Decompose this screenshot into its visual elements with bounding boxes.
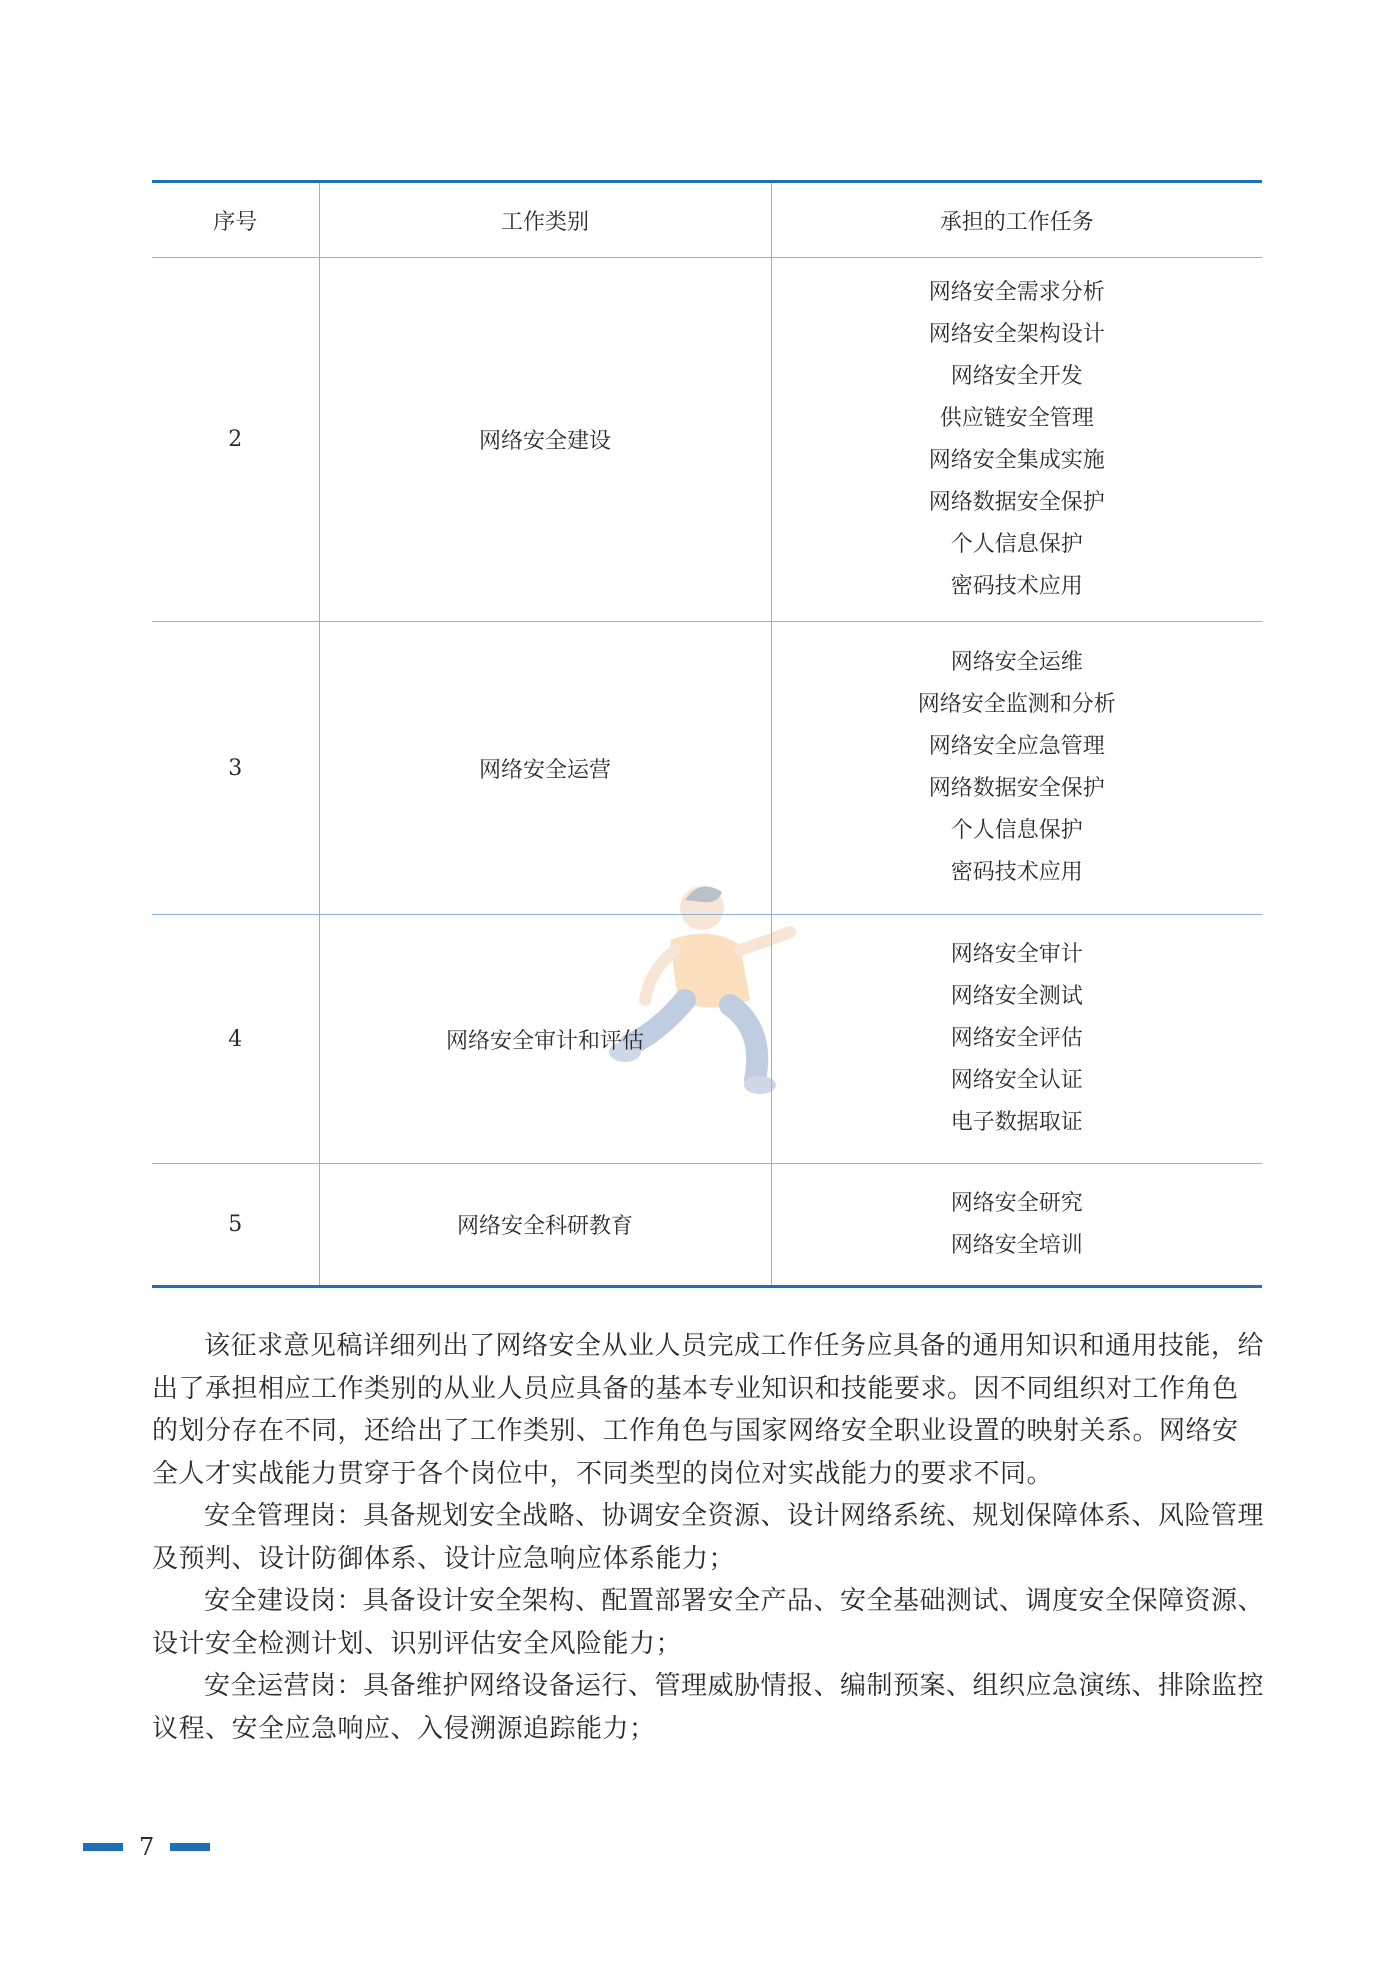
task-item: 网络安全架构设计 bbox=[928, 321, 1105, 347]
header-work-category: 工作类别 bbox=[319, 182, 771, 258]
cell-work-tasks bbox=[771, 1164, 1262, 1287]
cell-work-category: 网络安全科研教育 bbox=[319, 1164, 771, 1287]
footer-bar-left bbox=[83, 1843, 123, 1851]
table-row bbox=[152, 622, 1262, 915]
table-row bbox=[152, 915, 1262, 1164]
task-item: 网络安全监测和分析 bbox=[917, 692, 1116, 717]
header-work-tasks: 承担的工作任务 bbox=[771, 182, 1262, 258]
cell-serial-number: 4 bbox=[152, 915, 319, 1164]
task-item: 网络安全评估 bbox=[950, 1026, 1083, 1051]
cell-serial-number: 5 bbox=[228, 1212, 243, 1237]
table-header-row bbox=[152, 182, 1262, 258]
task-item: 网络安全研究 bbox=[950, 1190, 1083, 1216]
page-number: 7 bbox=[139, 1833, 155, 1861]
task-item: 网络数据安全保护 bbox=[928, 489, 1105, 515]
cell-work-tasks bbox=[771, 622, 1262, 915]
task-item: 供应链安全管理 bbox=[939, 405, 1094, 431]
task-item: 个人信息保护 bbox=[950, 531, 1083, 557]
cell-work-category: 网络安全建设 bbox=[319, 258, 771, 622]
table-row bbox=[152, 1164, 1262, 1287]
task-item: 网络安全认证 bbox=[950, 1068, 1083, 1093]
task-item: 网络安全应急管理 bbox=[928, 734, 1105, 759]
paragraph: 安全建设岗：具备设计安全架构、配置部署安全产品、安全基础测试、调度安全保障资源、设计安全检测计划、识别评估安全风险能力； bbox=[152, 1586, 1265, 1659]
task-item: 密码技术应用 bbox=[950, 573, 1083, 599]
task-item: 网络安全运维 bbox=[950, 650, 1083, 675]
table-row bbox=[152, 258, 1262, 622]
cell-work-tasks bbox=[771, 915, 1262, 1164]
page-footer bbox=[83, 1832, 210, 1862]
body-text bbox=[152, 1325, 1264, 1750]
paragraph: 安全管理岗：具备规划安全战略、协调安全资源、设计网络系统、规划保障体系、风险管理及预判、设计防御体系、设计应急响应体系能力； bbox=[152, 1501, 1265, 1574]
task-item: 密码技术应用 bbox=[950, 860, 1083, 885]
paragraph: 该征求意见稿详细列出了网络安全从业人员完成工作任务应具备的通用知识和通用技能，给出了承担相应工作类别的从业人员应具备的基本专业知识和技能要求。因不同组织对工作角色的划分存在不同，还给出了工作类别、工作角色与国家网络安全职业设置的映射关系。网络安全人才实战能力贯穿于各个岗位中，不同类型的岗位对实战能力的要求不同。 bbox=[152, 1331, 1265, 1489]
cell-serial-number: 3 bbox=[152, 622, 319, 915]
task-item: 网络安全审计 bbox=[950, 942, 1083, 967]
task-item: 网络安全需求分析 bbox=[928, 279, 1105, 305]
task-item: 网络安全开发 bbox=[950, 363, 1083, 389]
cell-work-category: 网络安全审计和评估 bbox=[319, 915, 771, 1164]
cell-work-category: 网络安全运营 bbox=[319, 622, 771, 915]
task-item: 网络安全测试 bbox=[950, 984, 1083, 1009]
footer-bar-right bbox=[170, 1843, 210, 1851]
cell-serial-number: 2 bbox=[152, 258, 319, 622]
work-category-table bbox=[152, 180, 1262, 1288]
header-serial-number: 序号 bbox=[152, 182, 319, 258]
paragraph: 安全运营岗：具备维护网络设备运行、管理威胁情报、编制预案、组织应急演练、排除监控议程、安全应急响应、入侵溯源追踪能力； bbox=[152, 1671, 1265, 1744]
task-item: 网络安全培训 bbox=[950, 1232, 1083, 1258]
task-item: 网络数据安全保护 bbox=[928, 776, 1105, 801]
task-item: 网络安全集成实施 bbox=[928, 447, 1105, 473]
cell-work-tasks bbox=[771, 258, 1262, 622]
task-item: 个人信息保护 bbox=[950, 818, 1083, 843]
task-item: 电子数据取证 bbox=[950, 1110, 1083, 1135]
